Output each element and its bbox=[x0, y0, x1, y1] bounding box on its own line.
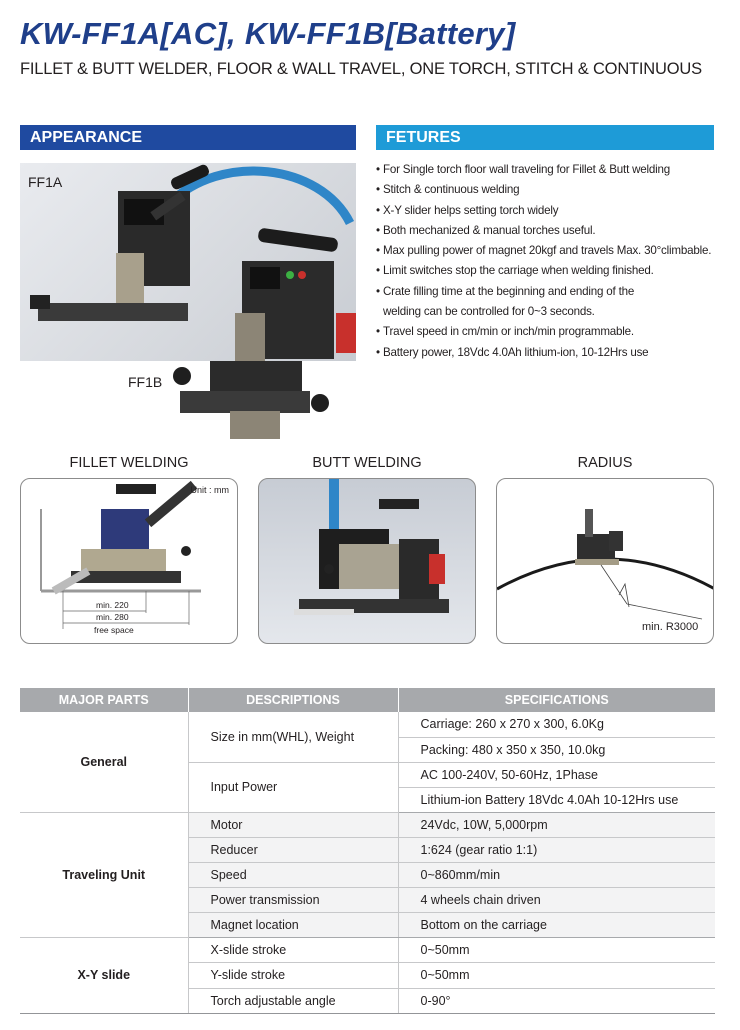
cell-desc: Reducer bbox=[188, 837, 398, 862]
cell-desc: Speed bbox=[188, 863, 398, 888]
cell-desc: Size in mm(WHL), Weight bbox=[188, 712, 398, 762]
feature-item: • X-Y slider helps setting torch widely bbox=[376, 203, 559, 217]
table-header-row bbox=[20, 688, 715, 712]
feature-item: welding can be controlled for 0~3 seconds. bbox=[383, 305, 595, 319]
cell-spec: 1:624 (gear ratio 1:1) bbox=[398, 837, 715, 862]
radius-panel bbox=[496, 478, 714, 644]
fillet-welding-title: FILLET WELDING bbox=[69, 455, 189, 471]
group-general: General bbox=[20, 712, 188, 812]
cell-desc: Motor bbox=[188, 812, 398, 837]
radius-title: RADIUS bbox=[577, 455, 633, 471]
cell-spec: Bottom on the carriage bbox=[398, 913, 715, 938]
group-xy-slide: X-Y slide bbox=[20, 938, 188, 1013]
cell-desc: X-slide stroke bbox=[188, 938, 398, 963]
feature-item: • Crate filling time at the beginning and ending of the bbox=[376, 284, 635, 298]
butt-diagram bbox=[259, 479, 476, 644]
col-descriptions: DESCRIPTIONS bbox=[188, 688, 398, 712]
specifications-table bbox=[20, 688, 715, 1014]
feature-item: • Stitch & continuous welding bbox=[376, 183, 520, 197]
table-row bbox=[20, 938, 715, 963]
ff1b-lower-illustration bbox=[170, 361, 340, 446]
cell-spec: Carriage: 260 x 270 x 300, 6.0Kg bbox=[398, 712, 715, 737]
dim-free-space: free space bbox=[94, 625, 134, 635]
features-list bbox=[376, 160, 721, 363]
col-specifications: SPECIFICATIONS bbox=[398, 688, 715, 712]
cell-spec: Packing: 480 x 350 x 350, 10.0kg bbox=[398, 737, 715, 762]
page-title: KW-FF1A[AC], KW-FF1B[Battery] bbox=[20, 16, 516, 51]
cell-spec: 0~860mm/min bbox=[398, 863, 715, 888]
feature-item: • For Single torch floor wall traveling for Fillet & Butt welding bbox=[376, 163, 671, 176]
label-ff1a: FF1A bbox=[28, 174, 63, 190]
fillet-welding-panel bbox=[20, 478, 238, 644]
table-row bbox=[20, 712, 715, 737]
feature-item: • Both mechanized & manual torches useful. bbox=[376, 223, 596, 237]
butt-welding-panel bbox=[258, 478, 476, 644]
appearance-heading: APPEARANCE bbox=[20, 125, 356, 150]
radius-label: min. R3000 bbox=[642, 621, 699, 633]
features-heading: FETURES bbox=[376, 125, 714, 150]
cell-desc: Magnet location bbox=[188, 913, 398, 938]
fillet-diagram bbox=[21, 479, 238, 644]
cell-spec: 24Vdc, 10W, 5,000rpm bbox=[398, 812, 715, 837]
table-row bbox=[20, 812, 715, 837]
feature-item: • Max pulling power of magnet 20kgf and travels Max. 30°climbable. bbox=[376, 244, 712, 258]
butt-welding-title: BUTT WELDING bbox=[312, 455, 422, 471]
feature-item: • Limit switches stop the carriage when welding finished. bbox=[376, 264, 654, 278]
feature-item: • Travel speed in cm/min or inch/min programmable. bbox=[376, 325, 634, 339]
radius-diagram bbox=[497, 479, 714, 644]
cell-desc: Torch adjustable angle bbox=[188, 988, 398, 1013]
cell-desc: Y-slide stroke bbox=[188, 963, 398, 988]
appearance-photo bbox=[20, 163, 356, 361]
label-ff1b: FF1B bbox=[128, 374, 163, 390]
dim-min-280: min. 280 bbox=[96, 612, 129, 622]
cell-spec: 4 wheels chain driven bbox=[398, 888, 715, 913]
cell-desc: Power transmission bbox=[188, 888, 398, 913]
cell-spec: AC 100-240V, 50-60Hz, 1Phase bbox=[398, 762, 715, 787]
cell-spec: Lithium-ion Battery 18Vdc 4.0Ah 10-12Hrs use bbox=[398, 787, 715, 812]
dim-min-220: min. 220 bbox=[96, 600, 129, 610]
col-major-parts: MAJOR PARTS bbox=[20, 688, 188, 712]
unit-note: Unit : mm bbox=[190, 485, 229, 495]
cell-spec: 0-90° bbox=[398, 988, 715, 1013]
cell-desc: Input Power bbox=[188, 762, 398, 812]
feature-item: • Battery power, 18Vdc 4.0Ah lithium-ion, 10-12Hrs use bbox=[376, 345, 649, 359]
group-traveling-unit: Traveling Unit bbox=[20, 812, 188, 937]
cell-spec: 0~50mm bbox=[398, 963, 715, 988]
welder-carriages-illustration bbox=[20, 163, 356, 361]
cell-spec: 0~50mm bbox=[398, 938, 715, 963]
page-subtitle: FILLET & BUTT WELDER, FLOOR & WALL TRAVEL, ONE TORCH, STITCH & CONTINUOUS bbox=[20, 60, 702, 78]
